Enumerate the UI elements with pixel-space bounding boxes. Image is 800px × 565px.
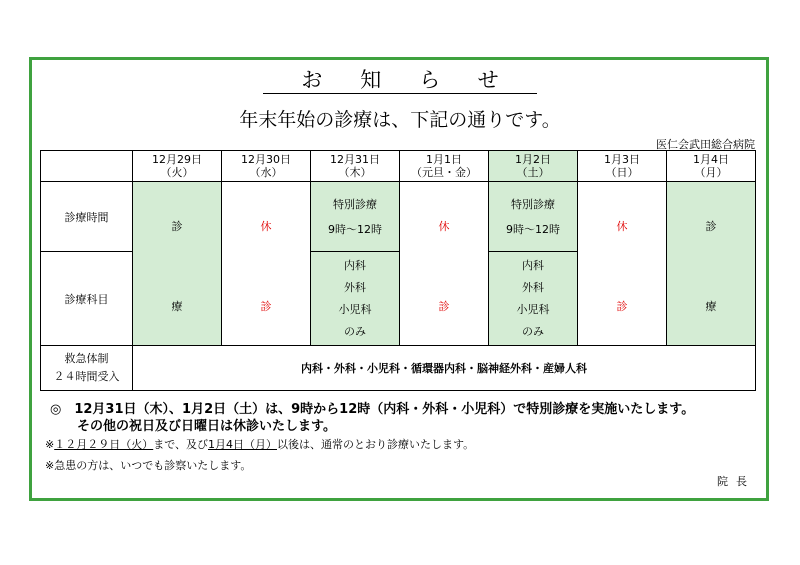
hospital-name: 医仁会武田総合病院 (656, 138, 755, 151)
open-cell: 診 療 (667, 182, 756, 346)
day-header: 1月1日 （元旦・金） (400, 151, 489, 182)
closed-cell: 休 診 (400, 182, 489, 346)
open-cell: 診 療 (133, 182, 222, 346)
row-label-hours: 診療時間 (41, 182, 133, 252)
special-notice: ◎ 12月31日（木）、1月2日（土）は、9時から12時（内科・外科・小児科）で特別診療を実施いたします。 その他の祝日及び日曜日は休診いたします。 (50, 402, 695, 434)
day-header: 1月3日 （日） (578, 151, 667, 182)
emergency-depts: 内科・外科・小児科・循環器内科・脳神経外科・産婦人科 (133, 346, 756, 391)
closed-cell: 休 診 (222, 182, 311, 346)
emergency-notice: ※急患の方は、いつでも診察いたします。 (45, 459, 252, 472)
regular-hours-notice: ※１２月２９日（火）まで、及び1月4日（月）以後は、通常のとおり診療いたします。 (45, 438, 475, 451)
row-label-emergency: 救急体制 ２４時間受入 (41, 346, 133, 391)
day-header: 12月31日 （木） (311, 151, 400, 182)
row-label-departments: 診療科目 (41, 252, 133, 346)
hours-row (41, 182, 756, 252)
special-hours-cell: 特別診療 9時～12時 (311, 182, 400, 252)
day-header: 12月30日 （水） (222, 151, 311, 182)
day-header: 1月2日 （土） (489, 151, 578, 182)
emergency-row (41, 346, 756, 391)
special-hours-cell: 特別診療 9時～12時 (489, 182, 578, 252)
director-signature: 院長 (717, 475, 755, 488)
schedule-table (40, 150, 756, 391)
day-header: 12月29日 （火） (133, 151, 222, 182)
notice-title: お知らせ (0, 67, 800, 94)
notice-subtitle: 年末年始の診療は、下記の通りです。 (239, 109, 561, 131)
special-depts-cell: 内科 外科 小児科 のみ (311, 252, 400, 346)
day-header: 1月4日 （月） (667, 151, 756, 182)
closed-cell: 休 診 (578, 182, 667, 346)
header-corner (41, 151, 133, 182)
special-depts-cell: 内科 外科 小児科 のみ (489, 252, 578, 346)
table-header-row (41, 151, 756, 182)
